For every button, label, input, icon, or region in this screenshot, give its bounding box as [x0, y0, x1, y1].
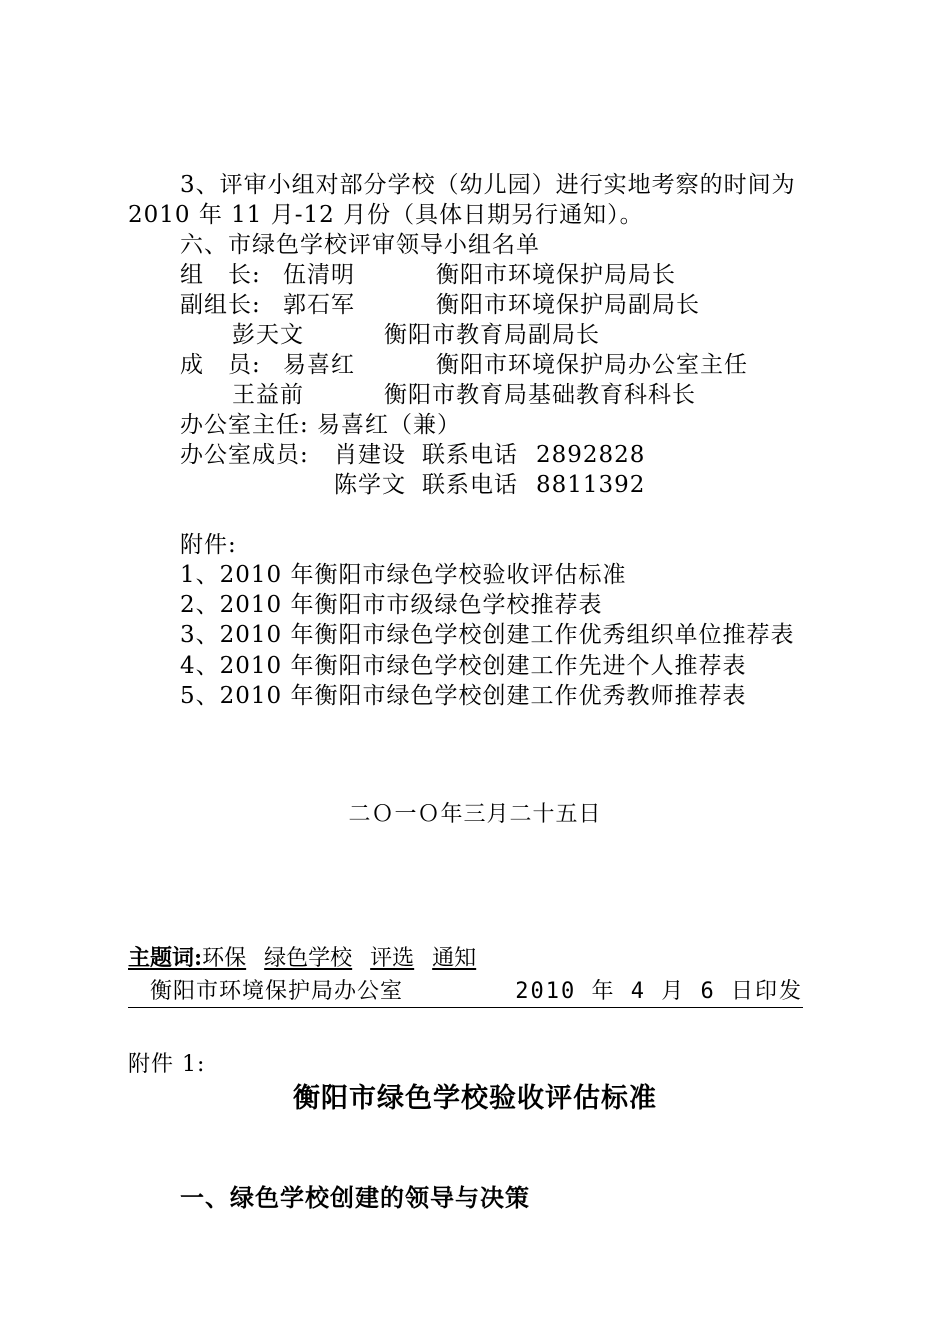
attachment-item: 5、2010 年衡阳市绿色学校创建工作优秀教师推荐表	[180, 683, 747, 709]
member-name: 伍清明	[283, 262, 355, 288]
keyword: 环保	[202, 946, 247, 971]
issue-date: 2010 年 4 月 6 日印发	[515, 979, 803, 1004]
member-name: 王益前	[232, 382, 304, 408]
attachment-item: 3、2010 年衡阳市绿色学校创建工作优秀组织单位推荐表	[180, 622, 795, 648]
member-title: 衡阳市教育局基础教育科科长	[384, 382, 696, 408]
attachment-item: 1、2010 年衡阳市绿色学校验收评估标准	[180, 562, 627, 588]
phone-number: 8811392	[536, 472, 646, 498]
office-member-name: 肖建设	[334, 442, 406, 468]
signature-date: 二Ｏ一Ｏ年三月二十五日	[348, 802, 602, 827]
issuer: 衡阳市环境保护局办公室	[150, 979, 404, 1004]
phone-label: 联系电话	[422, 472, 518, 498]
appendix-section-heading: 一、绿色学校创建的领导与决策	[180, 1183, 530, 1212]
appendix-title: 衡阳市绿色学校验收评估标准	[293, 1083, 657, 1114]
phone-label: 联系电话	[422, 442, 518, 468]
member-role: 成 员:	[180, 352, 261, 378]
keywords-line	[128, 943, 476, 974]
attachment-item: 4、2010 年衡阳市绿色学校创建工作先进个人推荐表	[180, 653, 747, 679]
member-title: 衡阳市教育局副局长	[384, 322, 600, 348]
keyword: 通知	[432, 946, 477, 971]
keyword: 绿色学校	[264, 946, 353, 971]
member-name: 易喜红	[283, 352, 355, 378]
member-title: 衡阳市环境保护局副局长	[436, 292, 700, 318]
issuer-row	[128, 977, 803, 1008]
office-members-label: 办公室成员:	[180, 442, 309, 468]
member-name: 彭天文	[232, 322, 304, 348]
member-name: 郭石军	[283, 292, 355, 318]
paragraph-item-3-line-2: 2010 年 11 月-12 月份（具体日期另行通知）。	[128, 202, 644, 228]
section-6-heading: 六、市绿色学校评审领导小组名单	[180, 232, 540, 258]
keyword: 评选	[370, 946, 415, 971]
office-director: 办公室主任: 易喜红（兼）	[180, 412, 462, 438]
member-title: 衡阳市环境保护局办公室主任	[436, 352, 748, 378]
phone-number: 2892828	[536, 442, 646, 468]
keywords-label: 主题词:	[128, 945, 203, 971]
member-role: 组 长:	[180, 262, 261, 288]
attachment-item: 2、2010 年衡阳市市级绿色学校推荐表	[180, 592, 603, 618]
attachments-label: 附件:	[180, 532, 237, 558]
member-title: 衡阳市环境保护局局长	[436, 262, 676, 288]
office-member-name: 陈学文	[334, 472, 406, 498]
paragraph-item-3-line-1: 3、评审小组对部分学校（幼儿园）进行实地考察的时间为	[180, 172, 796, 198]
member-role: 副组长:	[180, 292, 261, 318]
appendix-label: 附件 1:	[128, 1052, 206, 1077]
